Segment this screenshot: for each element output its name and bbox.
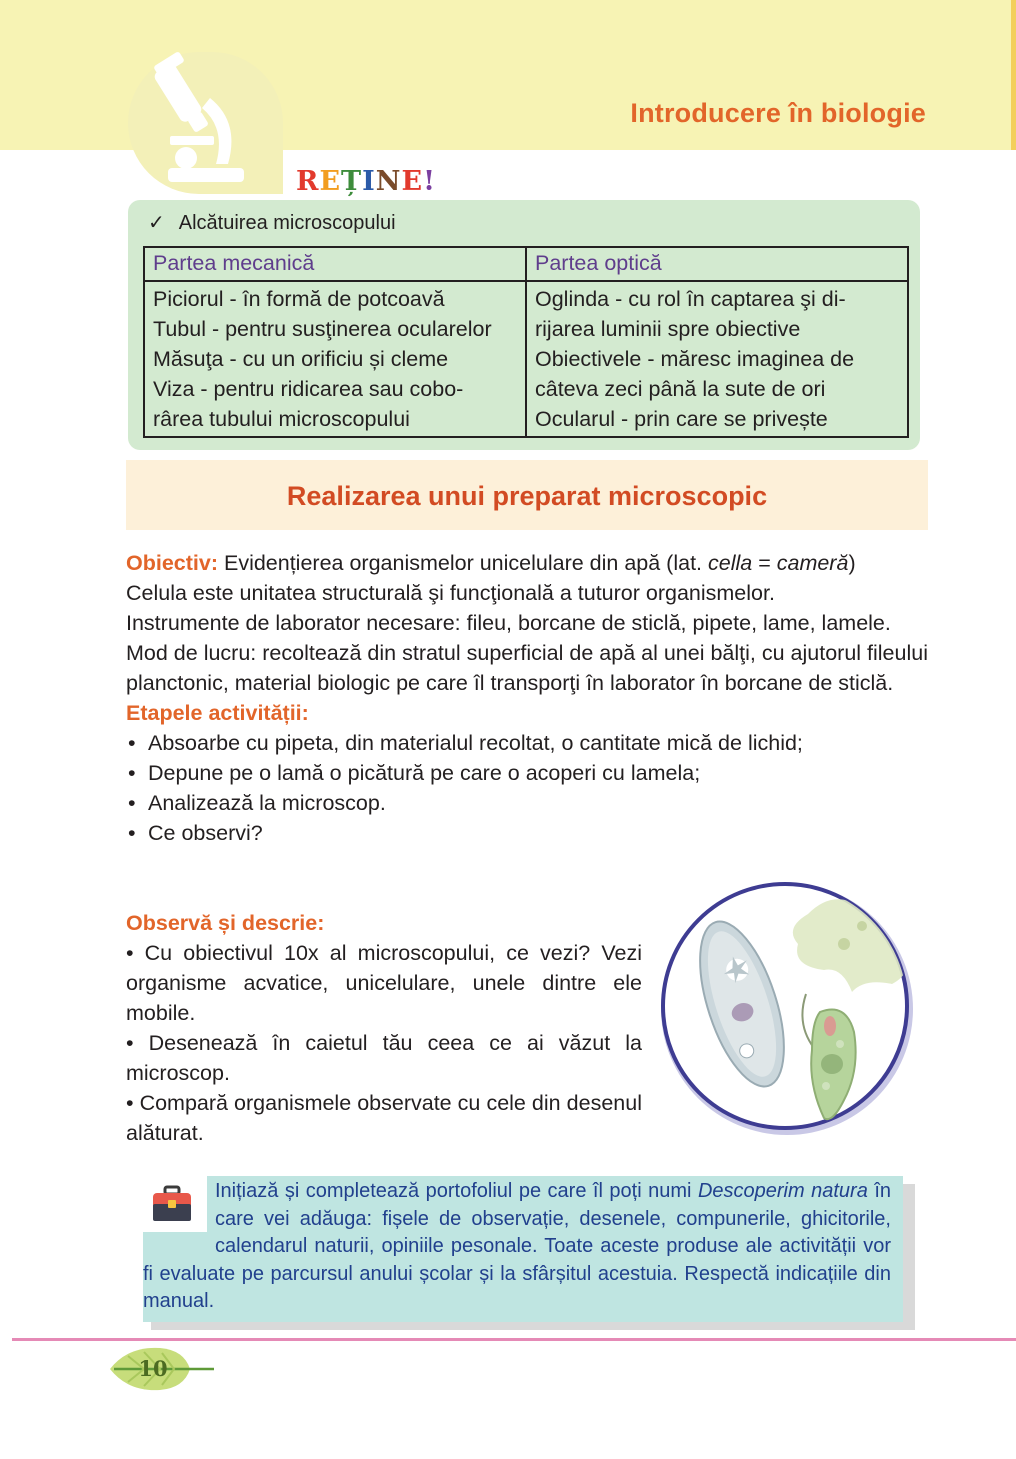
table-body-row: [144, 281, 908, 437]
portfolio-text: [143, 1178, 891, 1316]
retine-title-letters: [296, 166, 436, 197]
check-icon: ✓: [148, 212, 165, 234]
lesson-body: [126, 548, 928, 848]
observe-section: [126, 908, 642, 1148]
retine-badge: [128, 52, 283, 194]
method-paragraph: Mod de lucru: recoltează din stratul superficial de apă al unei bălţi, cu ajutorul fileului planctonic, material biologic pe care îl transporţi în laborator în borcane de sticlă.: [126, 641, 928, 695]
footer-divider: [12, 1338, 1016, 1341]
objective-text: Evidențierea organismelor unicelulare din apă (lat.: [218, 551, 708, 575]
objective-label: Obiectiv:: [126, 551, 218, 575]
objective-equals: =: [752, 551, 777, 575]
objective-term-meaning: cameră: [776, 551, 849, 575]
optical-line: Oglinda - cu rol în captarea şi di-: [535, 287, 846, 311]
microscope-view-illustration: [648, 874, 918, 1144]
text-wrap-spacer: [143, 1178, 215, 1260]
section-title: Realizarea unui preparat microscopic: [286, 481, 768, 511]
microscope-icon: [128, 52, 283, 194]
chapter-title: Introducere în biologie: [630, 98, 926, 128]
retine-letter: E: [401, 166, 424, 197]
steps-label: Etapele activității:: [126, 701, 309, 725]
optical-parts-cell: [526, 281, 908, 437]
cell-paragraph: Celula este unitatea structurală şi funcţională a tuturor organismelor.: [126, 581, 775, 605]
objective-paragraph: [126, 548, 928, 578]
portfolio-text-start: Inițiază și completează portofoliul pe care îl poți numi: [215, 1180, 698, 1202]
steps-list: [126, 728, 928, 848]
instruments-paragraph: Instrumente de laborator necesare: fileu, borcane de sticlă, pipete, lame, lamele.: [126, 611, 891, 635]
optical-line: Ocularul - prin care se privește: [535, 407, 828, 431]
retine-letter: R: [296, 166, 320, 197]
retine-letter: E: [319, 166, 342, 197]
list-item: • Analizează la microscop.: [126, 788, 928, 818]
optical-line: Obiectivele - măresc imaginea de: [535, 347, 855, 371]
retine-intro-text: Alcătuirea microscopului: [178, 212, 396, 234]
objective-term: cella: [708, 551, 753, 575]
portfolio-text-rest: în care vei adăuga: fișele de observație, desenele, compunerile, ghicitorile, calendarul naturii, opiniile pesonale. Toate aceste produse ale activității vor fi evaluate pe parcursul anului școlar și la sfârșitul acestuia. Respectă indicațiile din manual.: [143, 1180, 891, 1312]
optical-line: câteva zeci până la sute de ori: [535, 377, 826, 401]
mechanical-line: Tubul - pentru susţinerea ocularelor: [153, 317, 492, 341]
portfolio-title: Descoperim natura: [697, 1180, 868, 1202]
mechanical-line: Viza - pentru ridicarea sau cobo-: [153, 377, 464, 401]
observe-item: • Cu obiectivul 10x al microscopului, ce vezi? Vezi organisme acvatice, unicelulare, unele dintre ele mobile.: [126, 941, 642, 1025]
list-item: • Depune pe o lamă o picătură pe care o acoperi cu lamela;: [126, 758, 928, 788]
retine-letter: I: [362, 166, 376, 197]
mechanical-line: rârea tubului microscopului: [153, 407, 410, 431]
retine-letter: N: [375, 166, 402, 197]
observe-label: Observă și descrie:: [126, 911, 325, 935]
header-edge-stripe: [1011, 0, 1016, 150]
page-number: 10: [138, 1356, 168, 1381]
objective-close: ): [848, 551, 856, 575]
list-item: • Absoarbe cu pipeta, din materialul recoltat, o cantitate mică de lichid;: [126, 728, 928, 758]
table-header-row: [144, 247, 908, 281]
header-mechanical: Partea mecanică: [144, 247, 526, 281]
retine-letter: Ț: [341, 166, 363, 197]
header-optical: Partea optică: [526, 247, 908, 281]
retine-letter: !: [423, 166, 436, 197]
list-item: • Ce observi?: [126, 818, 928, 848]
mechanical-line: Piciorul - în formă de potcoavă: [153, 287, 445, 311]
retine-intro: [148, 210, 396, 235]
optical-line: rijarea luminii spre obiective: [535, 317, 801, 341]
observe-item: • Desenează în caietul tău ceea ce ai văzut la microscop.: [126, 1031, 642, 1085]
retine-title: [296, 166, 436, 197]
observe-item: • Compară organismele observate cu cele din desenul alăturat.: [126, 1091, 642, 1145]
mechanical-line: Măsuţa - cu un orificiu și cleme: [153, 347, 449, 371]
mechanical-parts-cell: [144, 281, 526, 437]
microscope-parts-table: [143, 246, 909, 438]
